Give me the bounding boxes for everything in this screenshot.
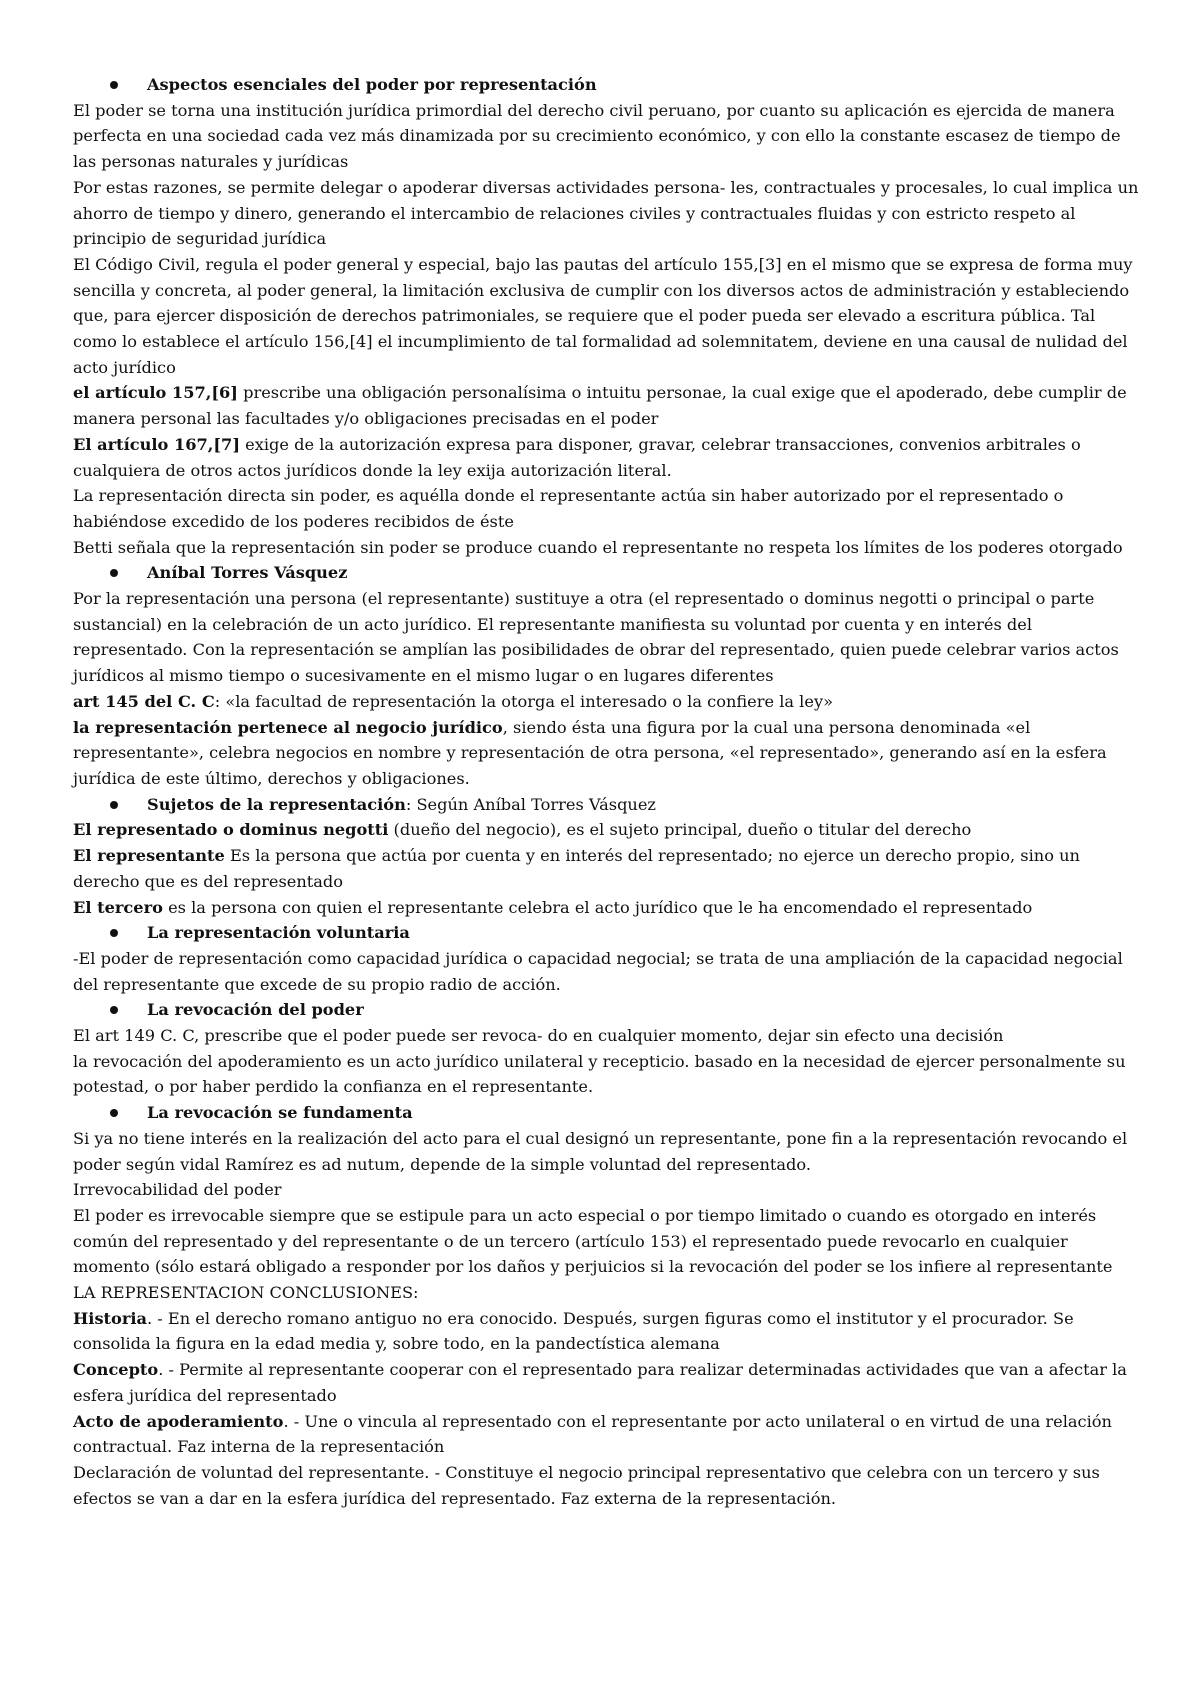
bold-lead: Acto de apoderamiento <box>73 1411 284 1431</box>
bold-lead: Historia <box>73 1308 147 1328</box>
paragraph-text: . - Permite al representante cooperar con el representado para realizar determinadas actividades que van a afectar la esfera jurídica del representado <box>73 1360 1127 1405</box>
paragraph: Si ya no tiene interés en la realización del acto para el cual designó un representante, pone fin a la representación revocando el poder según vidal Ramírez es ad nutum, depende de la simple voluntad del representado. <box>73 1128 1128 1174</box>
paragraph: LA REPRESENTACION CONCLUSIONES: <box>73 1283 419 1303</box>
paragraph <box>73 817 1139 843</box>
paragraph-text: (dueño del negocio), es el sujeto principal, dueño o titular del derecho <box>388 820 972 840</box>
paragraph: Declaración de voluntad del representante. - Constituye el negocio principal representativo que celebra con un tercero y sus efectos se van a dar en la esfera jurídica del representado. Faz externa de la representación. <box>73 1462 1100 1508</box>
paragraph-text: : «la facultad de representación la otorga el interesado o la confiere la ley» <box>214 691 833 711</box>
bullet-icon <box>110 569 118 577</box>
section-heading-fundamenta <box>73 1100 1139 1126</box>
document-page <box>73 72 1139 1511</box>
paragraph: El poder se torna una institución jurídica primordial del derecho civil peruano, por cuanto su aplicación es ejercida de manera perfecta en una sociedad cada vez más dinamizada por su crecimiento económico, y con ello la constante escasez de tiempo de las personas naturales y jurídicas <box>73 100 1121 172</box>
heading-text: La representación voluntaria <box>147 923 410 943</box>
paragraph-text: es la persona con quien el representante celebra el acto jurídico que le ha encomendado el representado <box>162 897 1033 917</box>
bullet-icon <box>110 1109 118 1117</box>
section-heading-sujetos <box>73 792 1139 818</box>
paragraph: La representación directa sin poder, es aquélla donde el representante actúa sin haber autorizado por el representado o habiéndose excedido de los poderes recibidos de éste <box>73 486 1064 531</box>
bold-lead: el artículo 157,[6] <box>73 383 238 403</box>
paragraph <box>73 1306 1139 1357</box>
bold-lead: Concepto <box>73 1360 159 1380</box>
bold-lead: El representante <box>73 846 225 866</box>
paragraph <box>73 432 1139 483</box>
paragraph: la revocación del apoderamiento es un acto jurídico unilateral y recepticio. basado en la necesidad de ejercer personalmente su potestad, o por haber perdido la confianza en el representante. <box>73 1051 1126 1097</box>
section-heading-aspectos <box>73 72 1139 98</box>
paragraph <box>73 1409 1139 1460</box>
bullet-icon <box>110 1006 118 1014</box>
bullet-icon <box>110 801 118 809</box>
paragraph <box>73 843 1139 894</box>
bullet-icon <box>110 929 118 937</box>
heading-suffix: : Según Aníbal Torres Vásquez <box>405 794 656 814</box>
paragraph-text: prescribe una obligación personalísima o intuitu personae, la cual exige que el apoderado, debe cumplir de manera personal las facultades y/o obligaciones precisadas en el poder <box>73 383 1127 429</box>
section-heading-anibal <box>73 560 1139 586</box>
paragraph: El art 149 C. C, prescribe que el poder puede ser revoca- do en cualquier momento, dejar sin efecto una decisión <box>73 1026 1004 1046</box>
bold-lead: El representado o dominus negotti <box>73 820 389 840</box>
paragraph <box>73 715 1139 792</box>
paragraph: El poder es irrevocable siempre que se estipule para un acto especial o por tiempo limitado o cuando es otorgado en interés común del representado y del representante o de un tercero (artículo 153) el representado puede revocarlo en cualquier momento (sólo estará obligado a responder por los daños y perjuicios si la revocación del poder se los infiere al representante <box>73 1205 1113 1277</box>
heading-text: Sujetos de la representación <box>147 794 406 814</box>
paragraph: Betti señala que la representación sin poder se produce cuando el representante no respeta los límites de los poderes otorgado <box>73 537 1123 557</box>
paragraph <box>73 689 1139 715</box>
bold-lead: la representación pertenece al negocio jurídico <box>73 717 503 737</box>
paragraph <box>73 895 1139 921</box>
heading-text: Aspectos esenciales del poder por representación <box>147 75 597 94</box>
bold-lead: art 145 del C. C <box>73 691 215 711</box>
paragraph <box>73 1357 1139 1408</box>
paragraph-text: , siendo ésta una figura por la cual una persona denominada «el representante», celebra negocios en nombre y representación de otra persona, «el representado», generando así en la esfera jurídica de este último, derechos y obligaciones. <box>73 717 1107 788</box>
paragraph: Por la representación una persona (el representante) sustituye a otra (el representado o dominus negotti o principal o parte sustancial) en la celebración de un acto jurídico. El representante manifiesta su voluntad por cuenta y en interés del representado. Con la representación se amplían las posibilidades de obrar del representado, quien puede celebrar varios actos jurídicos al mismo tiempo o sucesivamente en el mismo lugar o en lugares diferentes <box>73 589 1119 686</box>
bold-lead: El artículo 167,[7] <box>73 434 240 454</box>
paragraph-text: . - Une o vincula al representado con el representante por acto unilateral o en virtud de una relación contractual. Faz interna de la representación <box>73 1411 1112 1457</box>
heading-text: Aníbal Torres Vásquez <box>147 563 348 583</box>
bullet-icon <box>110 81 118 89</box>
paragraph-text: . - En el derecho romano antiguo no era conocido. Después, surgen figuras como el institutor y el procurador. Se consolida la figura en la edad media y, sobre todo, en la pandectística alemana <box>73 1308 1074 1354</box>
bold-lead: El tercero <box>73 897 163 917</box>
heading-text: La revocación se fundamenta <box>147 1103 413 1123</box>
paragraph-text: Es la persona que actúa por cuenta y en interés del representado; no ejerce un derecho propio, sino un derecho que es del representado <box>73 846 1080 891</box>
paragraph: Por estas razones, se permite delegar o apoderar diversas actividades persona- les, contractuales y procesales, lo cual implica un ahorro de tiempo y dinero, generando el intercambio de relaciones civiles y contractuales fluidas y con estricto respeto al principio de seguridad jurídica <box>73 177 1139 249</box>
paragraph <box>73 380 1139 431</box>
heading-text: La revocación del poder <box>147 1000 364 1020</box>
paragraph: El Código Civil, regula el poder general y especial, bajo las pautas del artículo 155,[3] en el mismo que se expresa de forma muy sencilla y concreta, al poder general, la limitación exclusiva de cumplir con los diversos actos de administración y estableciendo que, para ejercer disposición de derechos patrimoniales, se requiere que el poder pueda ser elevado a escritura pública. Tal como lo establece el artículo 156,[4] el incumplimiento de tal formalidad ad solemnitatem, deviene en una causal de nulidad del acto jurídico <box>73 254 1133 377</box>
paragraph-text: exige de la autorización expresa para disponer, gravar, celebrar transacciones, convenios arbitrales o cualquiera de otros actos jurídicos donde la ley exija autorización literal. <box>73 434 1081 480</box>
paragraph: Irrevocabilidad del poder <box>73 1180 282 1200</box>
section-heading-revocacion <box>73 997 1139 1023</box>
paragraph: -El poder de representación como capacidad jurídica o capacidad negocial; se trata de una ampliación de la capacidad negocial del representante que excede de su propio radio de acción. <box>73 948 1123 994</box>
section-heading-voluntaria <box>73 920 1139 946</box>
